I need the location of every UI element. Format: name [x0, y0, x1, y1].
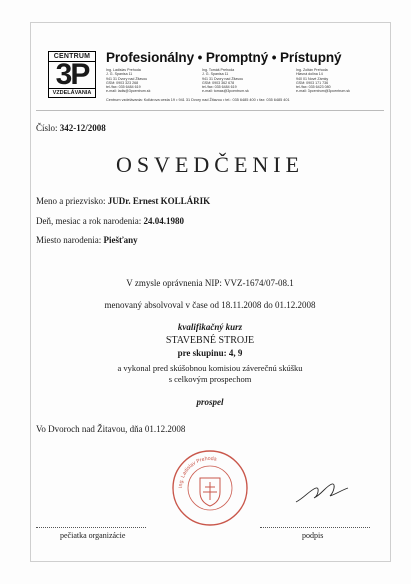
group-row — [36, 348, 384, 358]
contact-block — [296, 68, 384, 94]
contact-block — [106, 68, 194, 94]
header-divider — [36, 110, 384, 111]
contact-email: e-mail: tomas@3pcentrum.sk — [202, 89, 249, 94]
contact-gsm: GSM: 0903 362 678 — [202, 80, 235, 85]
stamp-ring-text: Ing. Ladislav Prehoda — [177, 455, 218, 489]
course-to-date: 01.12.2008 — [274, 300, 316, 310]
letterhead — [36, 45, 384, 107]
signature-caption: podpis — [302, 531, 324, 540]
exam-result: prospel — [196, 397, 224, 407]
contact-email: e-mail: 3pcentrum@3pcentrum.sk — [296, 89, 350, 94]
issue-date: 01.12.2008 — [144, 424, 186, 434]
contact-street: J. G. Spanisa 11 — [202, 72, 229, 77]
contact-city: 941 31 Dvory nad Žitavou — [106, 76, 148, 81]
contact-city: 941 31 Dvory nad Žitavou — [202, 76, 244, 81]
course-from-date: 18.11.2008 — [221, 300, 262, 310]
logo-top-text: CENTRUM — [48, 51, 96, 62]
name-row — [36, 196, 210, 206]
dob-row — [36, 216, 184, 226]
stamp-caption: pečiatka organizácie — [60, 531, 126, 540]
course-period-to-word: do — [263, 300, 273, 310]
course-period-row — [36, 300, 384, 310]
place-date-prefix: Vo Dvoroch nad Žitavou, dňa — [36, 424, 143, 434]
contact-city: 940 01 Nové Zámky — [296, 76, 329, 81]
logo-bottom-text: VZDELÁVANIA — [48, 88, 96, 98]
logo-mark: 3P — [48, 62, 96, 88]
stamp-signature-line — [36, 527, 146, 528]
person-name: JUDr. Ernest KOLLÁRIK — [107, 196, 211, 206]
contact-name: Ing. Ladislav Prehoda — [106, 68, 141, 72]
place-date-row — [36, 424, 185, 434]
contact-email: e-mail: ladis@3pcentrum.sk — [106, 89, 151, 94]
permit-line: V zmysle oprávnenia NIP: VVZ-1674/07-08.1 — [126, 278, 294, 288]
certificate-number-row — [36, 123, 106, 133]
slogan: Profesionálny • Promptný • Prístupný — [106, 50, 342, 65]
contact-block — [202, 68, 290, 94]
contact-street: Hlavná dolina 14 — [296, 72, 323, 77]
contact-gsm: GSM: 0903 171 736 — [296, 80, 329, 85]
handwritten-signature — [292, 478, 352, 508]
dob-label: Deň, mesiac a rok narodenia: — [36, 216, 142, 226]
contact-name: Ing. Tomáš Prehoda — [202, 68, 235, 72]
document-title: OSVEDČENIE — [115, 152, 305, 177]
name-label: Meno a priezvisko: — [36, 196, 106, 206]
exam-line-1: a vykonal pred skúšobnou komisiou záverečnú skúšku — [117, 363, 303, 373]
date-of-birth: 24.04.1980 — [143, 216, 184, 226]
place-of-birth: Piešťany — [103, 235, 138, 245]
centre-address: Centrum vzdelávania: Kollárova cesta 19 • 941 31 Dvory nad Žitavou • tel.: 035 6485 400 • fax: 035 6485 401 — [106, 98, 290, 102]
double-cross-icon — [203, 482, 217, 500]
centrum-3p-logo — [48, 51, 96, 103]
contact-name: Ing. Zoltán Prehoda — [296, 68, 328, 72]
contact-street: J. G. Spanisa 11 — [106, 72, 133, 77]
number-label: Číslo: — [36, 123, 58, 133]
exam-line-2: s celkovým prospechom — [168, 374, 252, 384]
signature-line — [260, 527, 370, 528]
group-label: pre skupinu: — [177, 348, 227, 358]
contact-gsm: GSM: 0903 323 268 — [106, 80, 139, 85]
pob-row — [36, 235, 138, 245]
contact-tel: tel./fax: 035 6423 080 — [296, 85, 331, 90]
pob-label: Miesto narodenia: — [36, 235, 102, 245]
course-period-prefix: menovaný absolvoval v čase od — [104, 300, 220, 310]
contact-tel: tel./fax: 035 6484 619 — [106, 85, 141, 90]
certificate-number: 342-12/2008 — [59, 123, 106, 133]
course-type: kvalifikačný kurz — [177, 322, 243, 332]
organization-stamp — [170, 448, 250, 528]
group-value: 4, 9 — [228, 348, 243, 358]
contacts — [106, 68, 384, 98]
contact-tel: tel./fax: 035 6484 619 — [202, 85, 237, 90]
course-name: STAVEBNÉ STROJE — [165, 335, 255, 346]
